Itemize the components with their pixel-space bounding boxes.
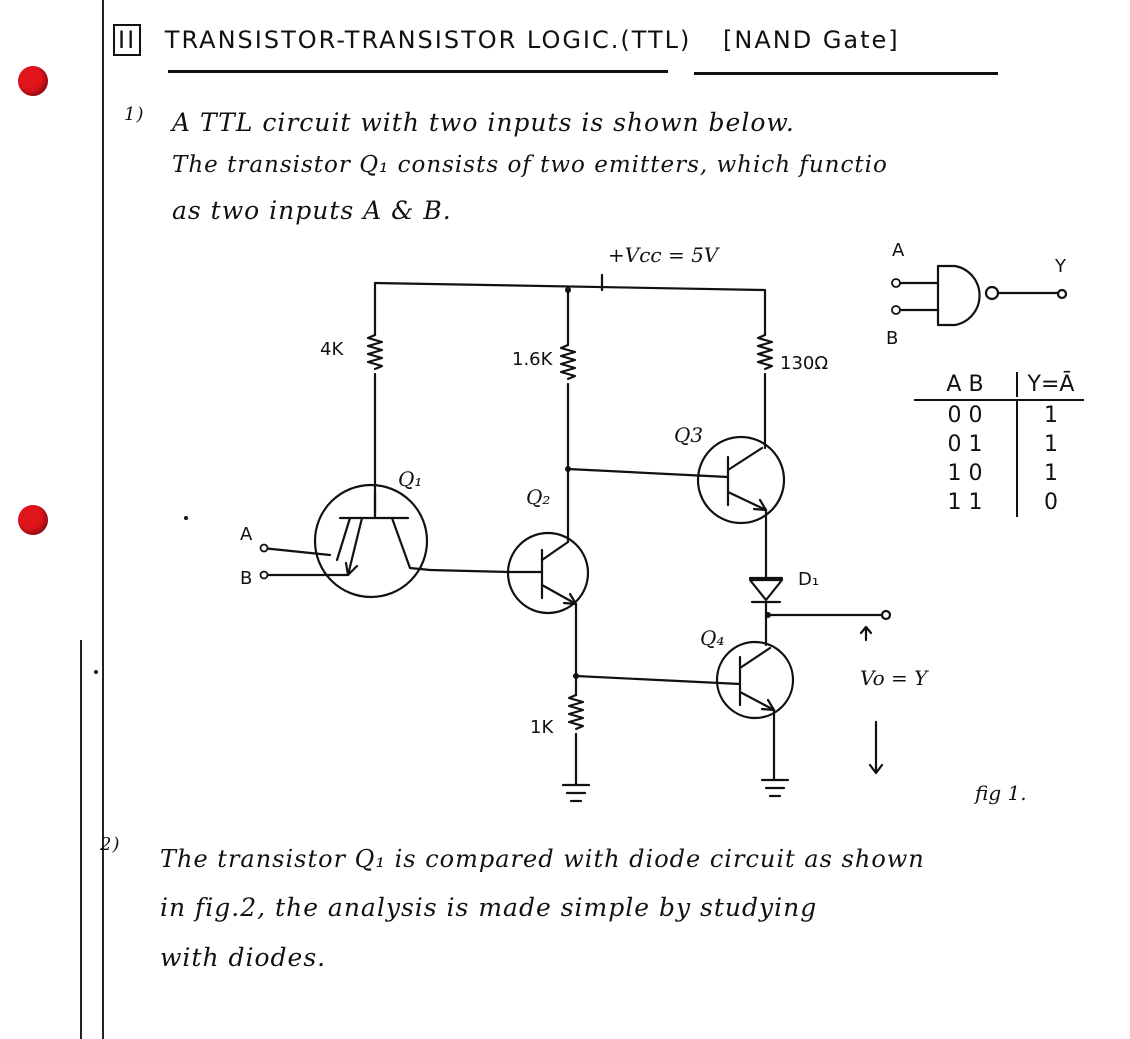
input-a-label: A [240, 524, 253, 545]
heading-subtitle: [NAND Gate] [723, 26, 900, 54]
paragraph2-marker: 2) [100, 834, 121, 855]
paragraph1-line-1: A TTL circuit with two inputs is shown below. [172, 108, 795, 137]
diode-d1-label: D₁ [798, 569, 820, 590]
heading-title: TRANSISTOR-TRANSISTOR LOGIC.(TTL) [164, 26, 692, 54]
truth-table-header [914, 372, 1084, 401]
input-b-label: B [240, 568, 253, 589]
supply-voltage-label: +Vcc = 5V [608, 243, 719, 267]
paragraph2-line-2: in fig.2, the analysis is made simple by studying [160, 893, 818, 922]
transistor-q2-label: Q₂ [526, 485, 551, 509]
section-number: II [113, 24, 141, 56]
truth-cell-inputs: 0 1 [914, 430, 1018, 459]
resistor-130-label: 130Ω [780, 353, 829, 374]
truth-row [914, 488, 1084, 517]
truth-cell-inputs: 1 1 [914, 488, 1018, 517]
truth-header-output: Y=Ā [1027, 372, 1075, 397]
output-label: Vo = Y [860, 666, 928, 690]
transistor-q3-label: Q3 [674, 423, 704, 447]
truth-table [914, 372, 1084, 517]
gate-output-label: Y [1055, 256, 1066, 277]
truth-cell-output: 0 [1044, 490, 1058, 515]
paragraph2-line-3: with diodes. [160, 943, 327, 972]
truth-row [914, 401, 1084, 430]
transistor-q4-label: Q₄ [700, 626, 725, 650]
truth-row [914, 430, 1084, 459]
truth-header-inputs: A B [914, 372, 1018, 397]
gate-input-b-label: B [886, 328, 899, 349]
truth-cell-output: 1 [1044, 432, 1058, 457]
transistor-q1-label: Q₁ [398, 467, 423, 491]
truth-cell-inputs: 1 0 [914, 459, 1018, 488]
resistor-1-6k-label: 1.6K [512, 349, 553, 370]
paragraph1-marker: 1) [124, 104, 145, 125]
truth-cell-output: 1 [1044, 403, 1058, 428]
truth-cell-inputs: 0 0 [914, 401, 1018, 430]
figure-label: fig 1. [975, 781, 1027, 805]
paragraph1-line-3: as two inputs A & B. [172, 196, 452, 225]
resistor-1k-label: 1K [530, 717, 554, 738]
resistor-4k-label: 4K [320, 339, 344, 360]
paragraph2-line-1: The transistor Q₁ is compared with diode circuit as shown [160, 845, 925, 873]
gate-input-a-label: A [892, 240, 905, 261]
truth-row [914, 459, 1084, 488]
truth-cell-output: 1 [1044, 461, 1058, 486]
paragraph1-line-2: The transistor Q₁ consists of two emitters, which functio [172, 152, 888, 178]
